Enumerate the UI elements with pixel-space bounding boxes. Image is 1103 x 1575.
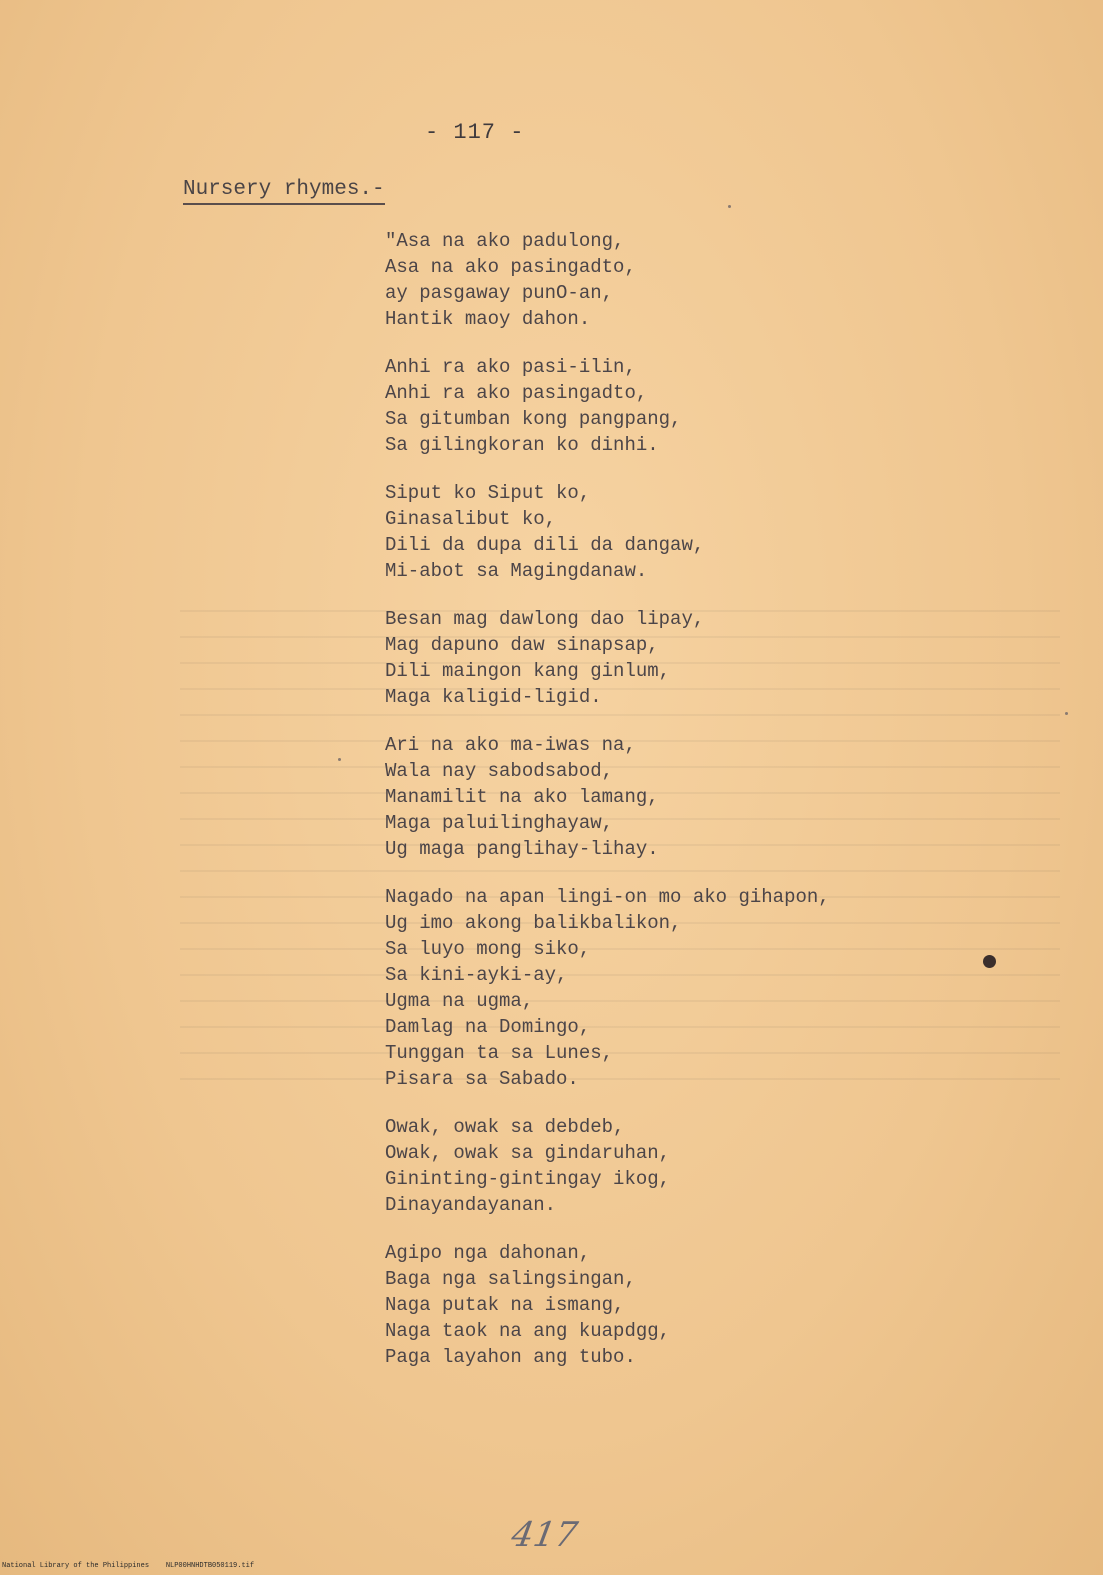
poem-line: Owak, owak sa gindaruhan, <box>385 1142 671 1164</box>
poem-line: Sa gilingkoran ko dinhi. <box>385 434 659 456</box>
poem-line: Mi-abot sa Magingdanaw. <box>385 560 648 582</box>
poem-line: Owak, owak sa debdeb, <box>385 1116 625 1138</box>
poem-line: Sa gitumban kong pangpang, <box>385 408 682 430</box>
poem-line: Baga nga salingsingan, <box>385 1268 636 1290</box>
poem-line: Anhi ra ako pasi-ilin, <box>385 356 636 378</box>
poem-line: Paga layahon ang tubo. <box>385 1346 636 1368</box>
poem-line: Ug imo akong balikbalikon, <box>385 912 682 934</box>
poem-line: Ari na ako ma-iwas na, <box>385 734 636 756</box>
poem-line: Gininting-gintingay ikog, <box>385 1168 671 1190</box>
stanza <box>385 732 830 862</box>
stanza <box>385 354 830 458</box>
poem-line: Pisara sa Sabado. <box>385 1068 579 1090</box>
poem-line: Dinayandayanan. <box>385 1194 557 1216</box>
poem-line: Mag dapuno daw sinapsap, <box>385 634 659 656</box>
poem-line: Hantik maoy dahon. <box>385 308 591 330</box>
poem-line: Nagado na apan lingi-on mo ako gihapon, <box>385 886 830 908</box>
poem-line: Ug maga panglihay-lihay. <box>385 838 659 860</box>
poem-line: Tunggan ta sa Lunes, <box>385 1042 614 1064</box>
poem-line: Maga kaligid-ligid. <box>385 686 602 708</box>
poem-line: Sa luyo mong siko, <box>385 938 591 960</box>
poem-line: Naga taok na ang kuapdgg, <box>385 1320 671 1342</box>
poem-line: Anhi ra ako pasingadto, <box>385 382 648 404</box>
poem-line: "Asa na ako padulong, <box>385 230 625 252</box>
poem-line: Agipo nga dahonan, <box>385 1242 591 1264</box>
page-number: - 117 - <box>425 120 525 145</box>
poem-line: Wala nay sabodsabod, <box>385 760 614 782</box>
poem-line: Ugma na ugma, <box>385 990 534 1012</box>
stanza <box>385 884 830 1092</box>
poem-body <box>385 228 830 1392</box>
poem-line: Maga paluilinghayaw, <box>385 812 614 834</box>
poem-line: Asa na ako pasingadto, <box>385 256 636 278</box>
paper-speck <box>338 758 341 761</box>
stanza <box>385 1114 830 1218</box>
poem-line: Manamilit na ako lamang, <box>385 786 659 808</box>
poem-line: Ginasalibut ko, <box>385 508 557 530</box>
poem-line: Naga putak na ismang, <box>385 1294 625 1316</box>
poem-line: Dili maingon kang ginlum, <box>385 660 671 682</box>
ink-spot <box>983 955 996 968</box>
stanza <box>385 480 830 584</box>
stanza <box>385 1240 830 1370</box>
handwritten-page-number: 417 <box>508 1515 581 1555</box>
paper-speck <box>728 205 731 208</box>
stanza <box>385 606 830 710</box>
poem-line: Siput ko Siput ko, <box>385 482 591 504</box>
poem-line: Dili da dupa dili da dangaw, <box>385 534 705 556</box>
archive-footer: National Library of the Philippines NLP00HNHDTB050119.tif <box>2 1562 255 1570</box>
poem-line: Besan mag dawlong dao lipay, <box>385 608 705 630</box>
poem-line: Sa kini-ayki-ay, <box>385 964 568 986</box>
poem-line: ay pasgaway punO-an, <box>385 282 614 304</box>
stanza <box>385 228 830 332</box>
poem-line: Damlag na Domingo, <box>385 1016 591 1038</box>
section-heading: Nursery rhymes.- <box>183 178 385 205</box>
paper-speck <box>1065 712 1068 715</box>
